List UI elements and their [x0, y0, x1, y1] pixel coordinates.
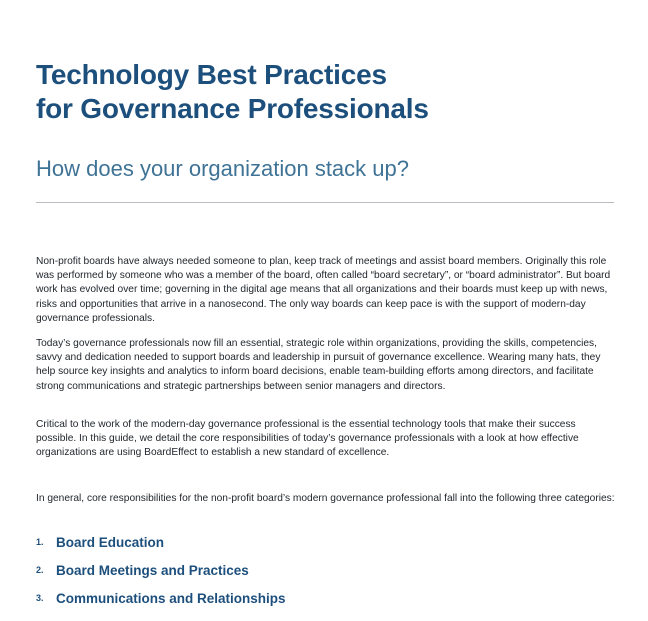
category-number: 1. — [36, 537, 44, 547]
category-number: 2. — [36, 565, 44, 575]
category-label: Board Education — [56, 534, 165, 550]
category-number: 3. — [36, 593, 44, 603]
category-label: Board Meetings and Practices — [56, 562, 249, 578]
title-line-1: Technology Best Practices — [36, 59, 387, 90]
category-label: Communications and Relationships — [56, 590, 286, 606]
categories-intro-paragraph: In general, core responsibilities for the non-profit board’s modern governance professional fall into the following three categories: — [36, 493, 615, 504]
title-line-2: for Governance Professionals — [36, 93, 429, 124]
page-title — [36, 58, 429, 126]
categories-list — [36, 528, 286, 612]
category-item-board-meetings — [36, 556, 286, 584]
category-item-board-education — [36, 528, 286, 556]
intro-paragraph-2: Today’s governance professionals now fill an essential, strategic role within organizations, providing the skills, competencies, savvy and dedication needed to support boards and leadership in pursuit of governance excellence. Wearing many hats, they help source key insights and analytics to inform board decisions, enable team-building efforts among directors, and facilitate strong communications and strategic partnerships between senior managers and directors. — [36, 338, 601, 392]
page-subtitle: How does your organization stack up? — [36, 156, 409, 181]
intro-paragraph-1: Non-profit boards have always needed someone to plan, keep track of meetings and assist board members. Originally this role was performed by someone who was a member of the board, often called “board secretary”, or “board administrator”. But board work has evolved over time; governing in the digital age means that all organizations and their boards must keep up with news, risks and opportunities that arrive in a nanosecond. The only way boards can keep pace is with the support of modern-day governance professionals. — [36, 256, 611, 324]
divider-rule — [36, 202, 614, 203]
intro-paragraph-3: Critical to the work of the modern-day governance professional is the essential technology tools that make their success possible. In this guide, we detail the core responsibilities of today’s governance professionals with a look at how effective organizations are using BoardEffect to establish a new standard of excellence. — [36, 419, 579, 459]
category-item-communications — [36, 584, 286, 612]
